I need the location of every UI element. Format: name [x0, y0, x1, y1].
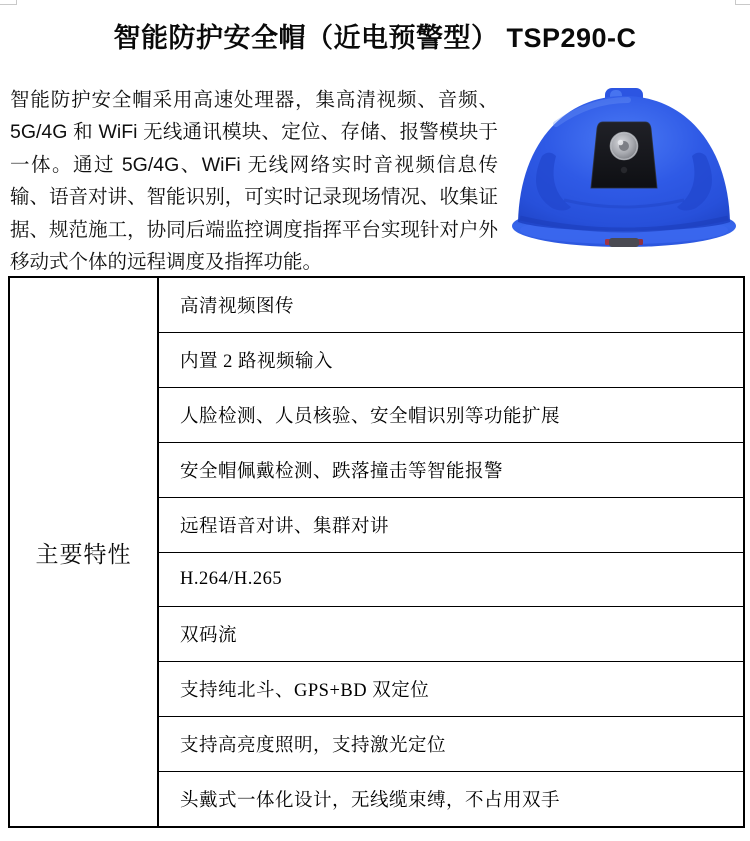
table-border-artifact-right	[735, 0, 750, 5]
table-row: 人脸检测、人员核验、安全帽识别等功能扩展	[159, 388, 743, 443]
table-row: 高清视频图传	[159, 278, 743, 333]
features-table-header: 主要特性	[10, 278, 159, 826]
helmet-strap-clip	[605, 238, 643, 247]
indicator-dot	[621, 167, 627, 173]
page-title: 智能防护安全帽（近电预警型） TSP290-C	[113, 23, 637, 53]
camera-panel	[591, 122, 657, 188]
table-row: 内置 2 路视频输入	[159, 333, 743, 388]
table-row: 双码流	[159, 607, 743, 662]
table-border-artifact-left	[0, 0, 17, 5]
product-description: 智能防护安全帽采用高速处理器，集高清视频、音频、5G/4G 和 WiFi 无线通讯模块、定位、存储、报警模块于一体。通过 5G/4G、WiFi 无线网络实时音视频信息传输、语音对讲、智能识别，可实时记录现场情况、收集证据、规范施工，协同后端监控调度指挥平台实现针对户外移动式个体的远程调度及指挥功能。	[10, 89, 498, 274]
features-table-rows	[159, 278, 743, 826]
table-row: 远程语音对讲、集群对讲	[159, 498, 743, 553]
product-image	[506, 86, 742, 252]
features-table	[8, 276, 745, 828]
helmet-illustration	[506, 86, 742, 252]
table-row: 支持高亮度照明，支持激光定位	[159, 717, 743, 772]
table-row: 支持纯北斗、GPS+BD 双定位	[159, 662, 743, 717]
table-row: 头戴式一体化设计，无线缆束缚，不占用双手	[180, 791, 561, 812]
table-row: 安全帽佩戴检测、跌落撞击等智能报警	[159, 443, 743, 498]
table-row: H.264/H.265	[159, 553, 743, 608]
